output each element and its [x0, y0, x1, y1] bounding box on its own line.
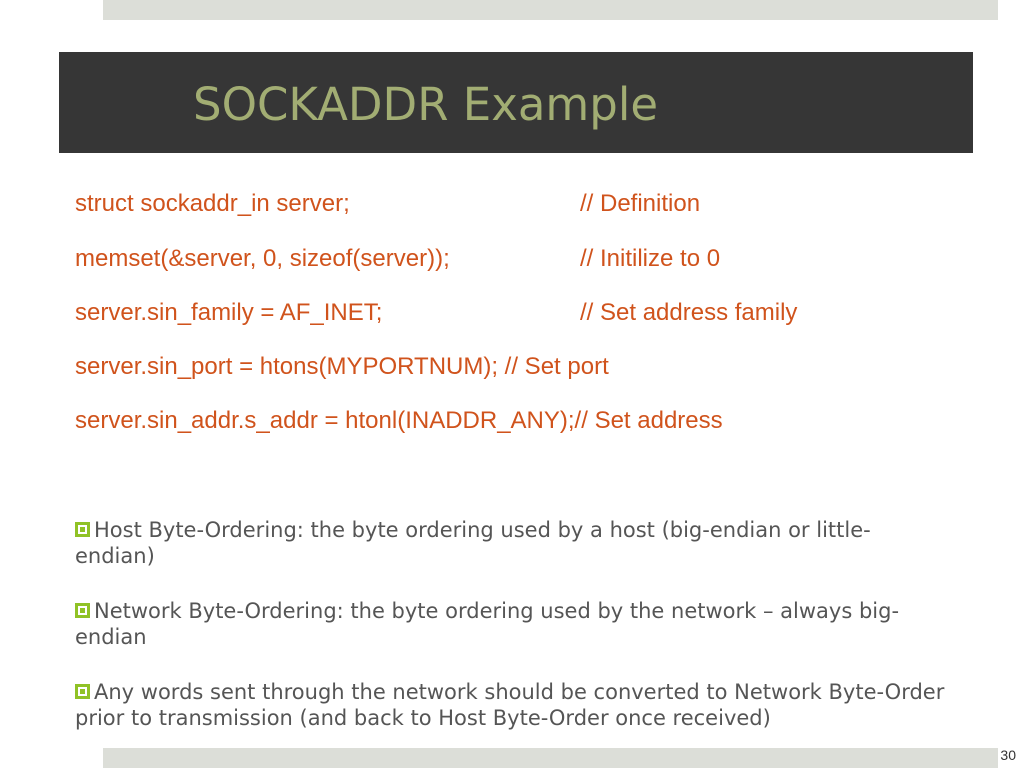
bottom-decorative-band: [103, 748, 998, 768]
bullet-text: Network Byte-Ordering: the byte ordering used by the network – always big-endian: [75, 599, 900, 649]
title-bar: [59, 52, 973, 153]
bullet-item: [75, 517, 945, 569]
slide-title: SOCKADDR Example: [193, 78, 659, 131]
code-line: [75, 298, 798, 328]
code-statement: server.sin_addr.s_addr = htonl(INADDR_ANY);// Set address: [75, 407, 723, 434]
code-comment: // Definition: [580, 190, 701, 217]
bullet-item: [75, 598, 945, 650]
page-number: 30: [1000, 747, 1016, 763]
square-bullet-icon: [75, 522, 90, 537]
code-statement: memset(&server, 0, sizeof(server));: [75, 245, 450, 272]
code-line: [75, 189, 701, 219]
code-line: [75, 244, 721, 274]
code-statement: server.sin_port = htons(MYPORTNUM); // Set port: [75, 353, 609, 380]
code-comment: // Set address family: [580, 299, 798, 326]
code-line: [75, 406, 723, 436]
bullet-text: Any words sent through the network should be converted to Network Byte-Order prior to transmission (and back to Host Byte-Order once received): [75, 680, 945, 730]
square-bullet-icon: [75, 684, 90, 699]
code-statement: server.sin_family = AF_INET;: [75, 299, 383, 326]
bullet-text: Host Byte-Ordering: the byte ordering used by a host (big-endian or little-endian): [75, 518, 871, 568]
square-bullet-icon: [75, 603, 90, 618]
code-statement: struct sockaddr_in server;: [75, 190, 350, 217]
code-comment: // Initilize to 0: [580, 245, 721, 272]
bullet-item: [75, 679, 945, 731]
top-decorative-band: [103, 0, 998, 20]
code-line: [75, 352, 609, 382]
